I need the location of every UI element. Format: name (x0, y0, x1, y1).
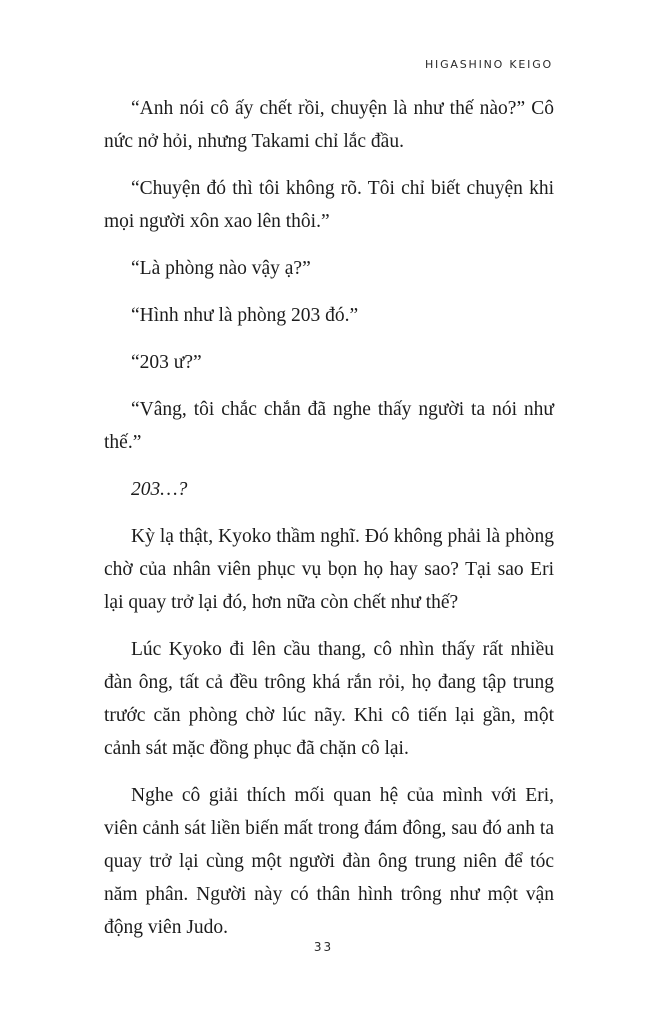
paragraph: “203 ư?” (131, 352, 202, 373)
paragraph-italic: 203…? (131, 479, 188, 500)
paragraph: Lúc Kyoko đi lên cầu thang, cô nhìn thấy rất nhiều đàn ông, tất cả đều trông khá rắn rỏi, họ đang tập trung trước căn phòng chờ lúc nãy. Khi cô tiến lại gần, một cảnh sát mặc đồng phục đã chặn cô lại. (104, 639, 554, 759)
page-number: 33 (313, 940, 334, 954)
paragraph: “Chuyện đó thì tôi không rõ. Tôi chỉ biết chuyện khi mọi người xôn xao lên thôi.” (104, 178, 554, 232)
running-header-author: HIGASHINO KEIGO (424, 58, 553, 71)
paragraph: “Anh nói cô ấy chết rồi, chuyện là như thế nào?” Cô nức nở hỏi, nhưng Takami chỉ lắc đầu. (104, 98, 554, 152)
paragraph: “Là phòng nào vậy ạ?” (131, 258, 311, 279)
paragraph: Nghe cô giải thích mối quan hệ của mình với Eri, viên cảnh sát liền biến mất trong đám đông, sau đó anh ta quay trở lại cùng một người đàn ông trung niên để tóc năm phân. Người này có thân hình trông như một vận động viên Judo. (104, 785, 554, 938)
body-text (104, 92, 554, 958)
paragraph: Kỳ lạ thật, Kyoko thầm nghĩ. Đó không phải là phòng chờ của nhân viên phục vụ bọn họ hay sao? Tại sao Eri lại quay trở lại đó, hơn nữa còn chết như thế? (104, 526, 554, 613)
paragraph: “Vâng, tôi chắc chắn đã nghe thấy người ta nói như thế.” (104, 399, 554, 453)
paragraph: “Hình như là phòng 203 đó.” (131, 305, 359, 326)
